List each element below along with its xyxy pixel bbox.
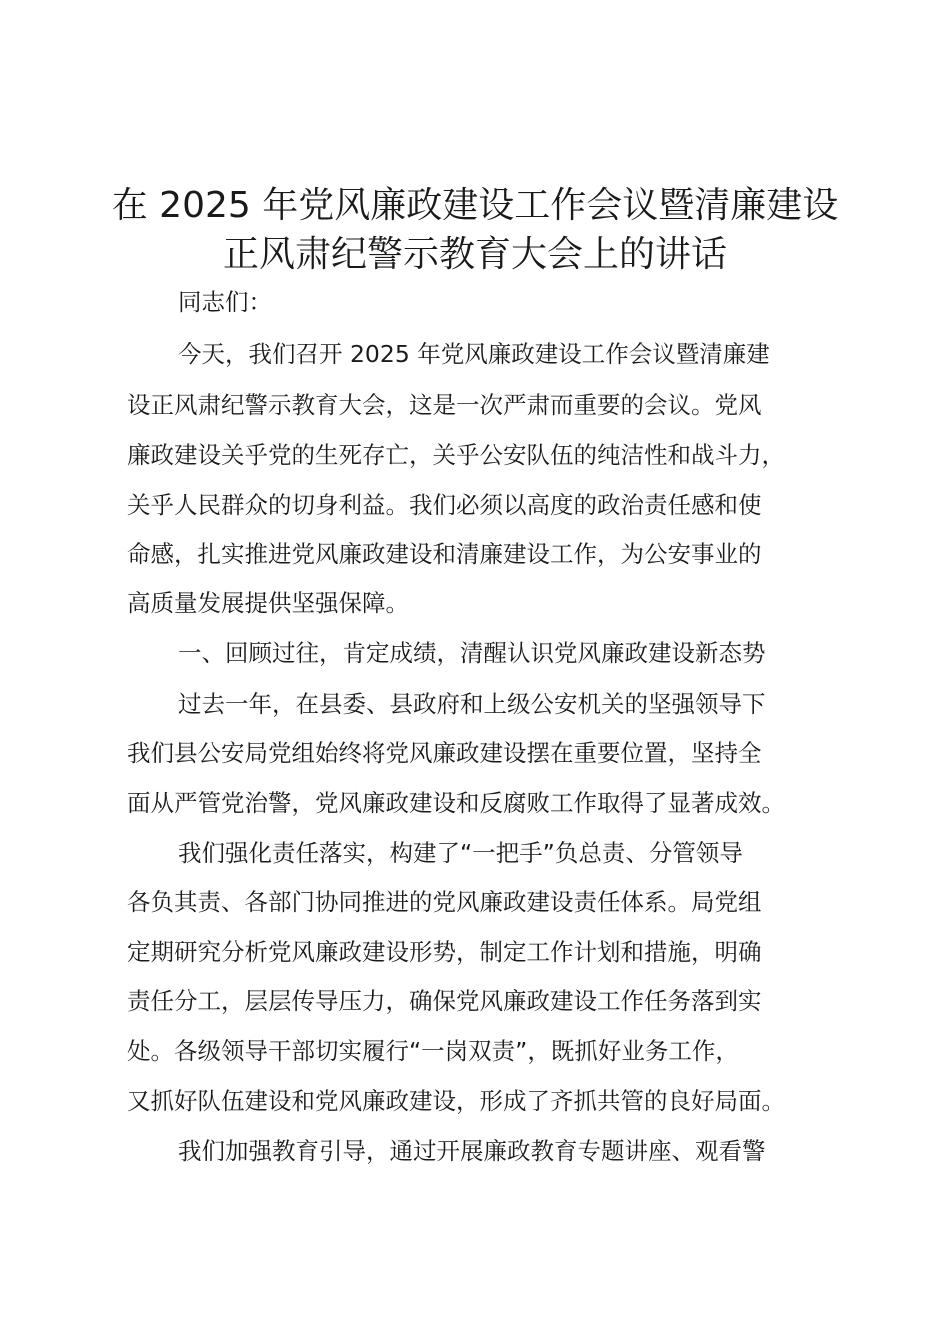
- paragraph-line: 定期研究分析党风廉政建设形势，制定工作计划和措施，明确: [127, 938, 762, 966]
- salutation: 同志们：: [178, 288, 272, 316]
- paragraph-line: 又抓好队伍建设和党风廉政建设，形成了齐抓共管的良好局面。: [127, 1087, 785, 1115]
- section-heading: 一、回顾过往，肯定成绩，清醒认识党风廉政建设新态势: [178, 639, 766, 667]
- paragraph-line: 我们强化责任落实，构建了“一把手”负总责、分管领导: [178, 839, 743, 867]
- paragraph-line: 命感，扎实推进党风廉政建设和清廉建设工作，为公安事业的: [127, 540, 762, 568]
- paragraph-line: 过去一年，在县委、县政府和上级公安机关的坚强领导下: [178, 690, 766, 718]
- paragraph-line: 各负其责、各部门协同推进的党风廉政建设责任体系。局党组: [127, 888, 762, 916]
- paragraph-line: 今天，我们召开 2025 年党风廉政建设工作会议暨清廉建: [178, 340, 770, 368]
- paragraph-line: 廉政建设关乎党的生死存亡，关乎公安队伍的纯洁性和战斗力，: [127, 441, 785, 469]
- paragraph-line: 设正风肃纪警示教育大会，这是一次严肃而重要的会议。党风: [127, 391, 762, 419]
- document-title-line-2: 正风肃纪警示教育大会上的讲话: [222, 234, 727, 275]
- paragraph-line: 高质量发展提供坚强保障。: [127, 589, 409, 617]
- paragraph-line: 关乎人民群众的切身利益。我们必须以高度的政治责任感和使: [127, 491, 762, 519]
- document-title-line-1: 在 2025 年党风廉政建设工作会议暨清廉建设: [111, 185, 839, 226]
- paragraph-line: 责任分工，层层传导压力，确保党风廉政建设工作任务落到实: [127, 987, 762, 1015]
- paragraph-line: 我们县公安局党组始终将党风廉政建设摆在重要位置，坚持全: [127, 739, 762, 767]
- paragraph-line: 我们加强教育引导，通过开展廉政教育专题讲座、观看警: [178, 1137, 766, 1165]
- paragraph-line: 处。各级领导干部切实履行“一岗双责”，既抓好业务工作，: [127, 1037, 739, 1065]
- paragraph-line: 面从严管党治警，党风廉政建设和反腐败工作取得了显著成效。: [127, 789, 785, 817]
